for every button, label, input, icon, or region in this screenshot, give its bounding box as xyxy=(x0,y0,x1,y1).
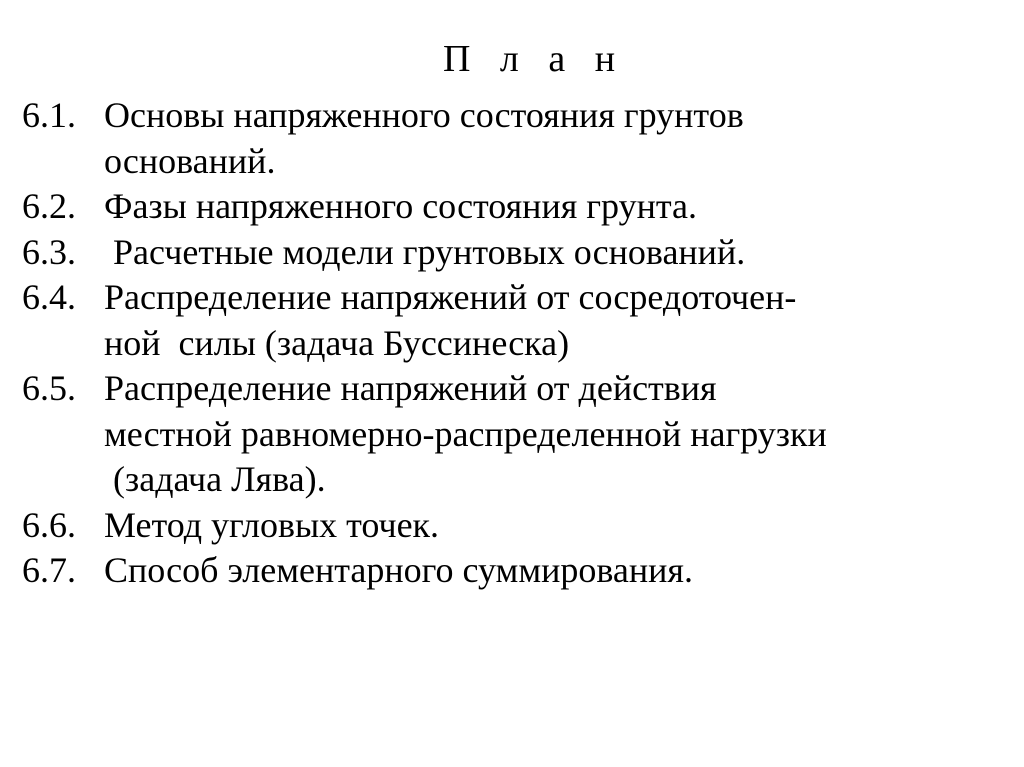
item-number: 6.5. xyxy=(22,368,76,408)
item-number: 6.1. xyxy=(22,95,76,135)
item-line: Распределение напряжений от действия xyxy=(104,368,717,408)
item-line: ной силы (задача Буссинеска) xyxy=(104,322,570,363)
item-text xyxy=(100,503,1002,549)
list-item xyxy=(22,366,1002,503)
list-item xyxy=(22,548,1002,594)
item-line: оснований. xyxy=(104,140,276,181)
page-title: П л а н xyxy=(442,38,626,80)
item-text xyxy=(100,366,1002,503)
item-number: 6.4. xyxy=(22,277,76,317)
list-item xyxy=(22,230,1002,276)
item-line: Метод угловых точек. xyxy=(104,504,440,545)
item-line: местной равномерно-распределенной нагрузки xyxy=(104,413,827,454)
item-number: 6.6. xyxy=(22,504,76,545)
list-item xyxy=(22,275,1002,366)
item-number: 6.7. xyxy=(22,550,76,590)
list-item xyxy=(22,93,1002,184)
plan-list xyxy=(22,93,1002,594)
item-text xyxy=(100,184,1002,230)
item-line: Способ элементарного суммирования. xyxy=(104,550,693,590)
list-item xyxy=(22,184,1002,230)
item-line: Распределение напряжений от сосредоточен- xyxy=(104,277,797,317)
item-line: Основы напряженного состояния грунтов xyxy=(104,95,744,135)
item-text xyxy=(100,548,1002,594)
item-line: Фазы напряженного состояния грунта. xyxy=(104,186,697,226)
item-number: 6.3. xyxy=(22,231,76,272)
item-line: (задача Лява). xyxy=(104,459,326,499)
item-number: 6.2. xyxy=(22,186,76,226)
item-line: Расчетные модели грунтовых оснований. xyxy=(104,231,746,272)
item-text xyxy=(100,93,1002,184)
item-text xyxy=(100,230,1002,276)
item-text xyxy=(100,275,1002,366)
list-item xyxy=(22,503,1002,549)
